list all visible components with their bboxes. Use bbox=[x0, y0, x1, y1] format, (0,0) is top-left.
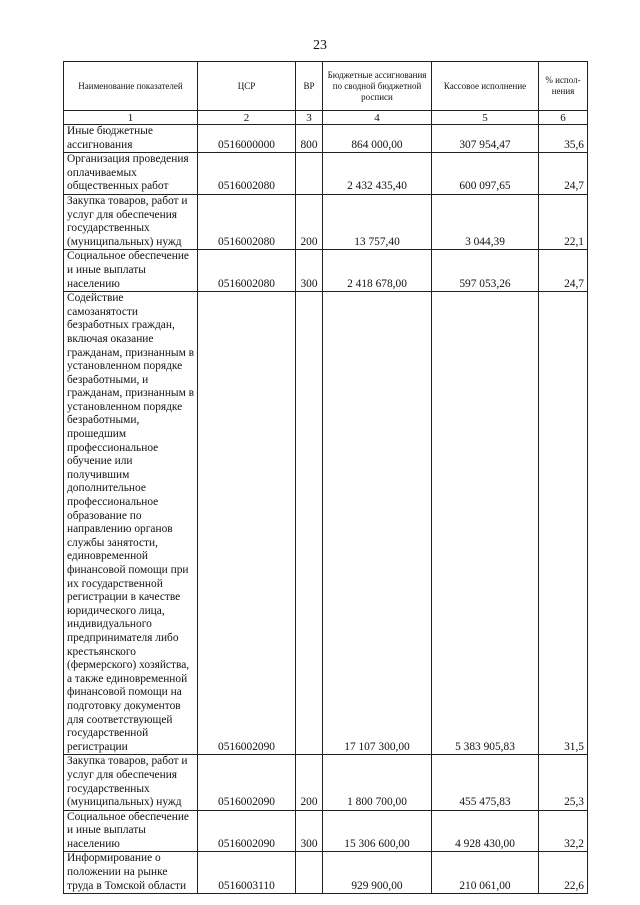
table-row bbox=[64, 755, 588, 810]
table-row bbox=[64, 153, 588, 195]
row-execution: 600 097,65 bbox=[432, 153, 539, 195]
row-csr: 0516002090 bbox=[198, 755, 296, 810]
row-name: Социальное обеспечение и иные выплаты населению bbox=[64, 810, 198, 852]
row-vr bbox=[296, 292, 323, 755]
row-csr: 0516002080 bbox=[198, 153, 296, 195]
column-number: 5 bbox=[432, 111, 539, 125]
row-percent: 24,7 bbox=[539, 153, 588, 195]
row-name: Социальное обеспечение и иные выплаты населению bbox=[64, 250, 198, 292]
header-execution: Кассовое исполнение bbox=[432, 62, 539, 111]
column-number: 6 bbox=[539, 111, 588, 125]
row-percent: 22,1 bbox=[539, 194, 588, 249]
row-percent: 25,3 bbox=[539, 755, 588, 810]
row-vr: 200 bbox=[296, 755, 323, 810]
row-execution: 4 928 430,00 bbox=[432, 810, 539, 852]
column-number: 2 bbox=[198, 111, 296, 125]
row-allocations: 15 306 600,00 bbox=[323, 810, 432, 852]
row-name: Организация проведения оплачиваемых общественных работ bbox=[64, 153, 198, 195]
row-csr: 0516002080 bbox=[198, 250, 296, 292]
row-name: Содействие самозанятости безработных граждан, включая оказание гражданам, признанным в установленном порядке безработными, и гражданам, признанным в установленном порядке безработными, прошедшим профессиональное обучение или получившим дополнительное профессиональное образование по направлению органов службы занятости, единовременной финансовой помощи при их государственной регистрации в качестве юридического лица, индивидуального предпринимателя либо крестьянского (фермерского) хозяйства, а также единовременной финансовой помощи на подготовку документов для соответствующей государственной регистрации bbox=[64, 292, 198, 755]
row-name: Иные бюджетные ассигнования bbox=[64, 125, 198, 153]
page-number: 23 bbox=[313, 38, 327, 53]
row-name: Информирование о положении на рынке труда в Томской области bbox=[64, 852, 198, 894]
table-row bbox=[64, 250, 588, 292]
row-allocations: 929 900,00 bbox=[323, 852, 432, 894]
row-allocations: 2 432 435,40 bbox=[323, 153, 432, 195]
row-percent: 31,5 bbox=[539, 292, 588, 755]
table-row bbox=[64, 852, 588, 894]
row-execution: 455 475,83 bbox=[432, 755, 539, 810]
row-execution: 3 044,39 bbox=[432, 194, 539, 249]
row-allocations: 1 800 700,00 bbox=[323, 755, 432, 810]
row-allocations: 2 418 678,00 bbox=[323, 250, 432, 292]
header-percent: % испол- нения bbox=[539, 62, 588, 111]
table-row bbox=[64, 810, 588, 852]
row-execution: 210 061,00 bbox=[432, 852, 539, 894]
row-percent: 35,6 bbox=[539, 125, 588, 153]
column-number: 1 bbox=[64, 111, 198, 125]
column-number: 3 bbox=[296, 111, 323, 125]
row-csr: 0516002090 bbox=[198, 292, 296, 755]
row-vr: 800 bbox=[296, 125, 323, 153]
header-allocations: Бюджетные ассигнования по сводной бюджетной росписи bbox=[323, 62, 432, 111]
row-name: Закупка товаров, работ и услуг для обеспечения государственных (муниципальных) нужд bbox=[64, 755, 198, 810]
row-vr: 200 bbox=[296, 194, 323, 249]
row-vr: 300 bbox=[296, 810, 323, 852]
column-number: 4 bbox=[323, 111, 432, 125]
table-row bbox=[64, 125, 588, 153]
row-execution: 307 954,47 bbox=[432, 125, 539, 153]
row-csr: 0516003110 bbox=[198, 852, 296, 894]
row-allocations: 864 000,00 bbox=[323, 125, 432, 153]
row-execution: 597 053,26 bbox=[432, 250, 539, 292]
row-vr bbox=[296, 153, 323, 195]
budget-table bbox=[63, 61, 588, 894]
row-allocations: 13 757,40 bbox=[323, 194, 432, 249]
row-percent: 22,6 bbox=[539, 852, 588, 894]
row-csr: 0516002080 bbox=[198, 194, 296, 249]
row-allocations: 17 107 300,00 bbox=[323, 292, 432, 755]
row-vr: 300 bbox=[296, 250, 323, 292]
header-name: Наименование показателей bbox=[64, 62, 198, 111]
header-csr: ЦСР bbox=[198, 62, 296, 111]
column-number-row bbox=[64, 111, 588, 125]
table-row bbox=[64, 194, 588, 249]
row-vr bbox=[296, 852, 323, 894]
row-percent: 24,7 bbox=[539, 250, 588, 292]
row-csr: 0516000000 bbox=[198, 125, 296, 153]
row-percent: 32,2 bbox=[539, 810, 588, 852]
header-row bbox=[64, 62, 588, 111]
row-csr: 0516002090 bbox=[198, 810, 296, 852]
table-row bbox=[64, 292, 588, 755]
row-execution: 5 383 905,83 bbox=[432, 292, 539, 755]
header-vr: ВР bbox=[296, 62, 323, 111]
row-name: Закупка товаров, работ и услуг для обеспечения государственных (муниципальных) нужд bbox=[64, 194, 198, 249]
